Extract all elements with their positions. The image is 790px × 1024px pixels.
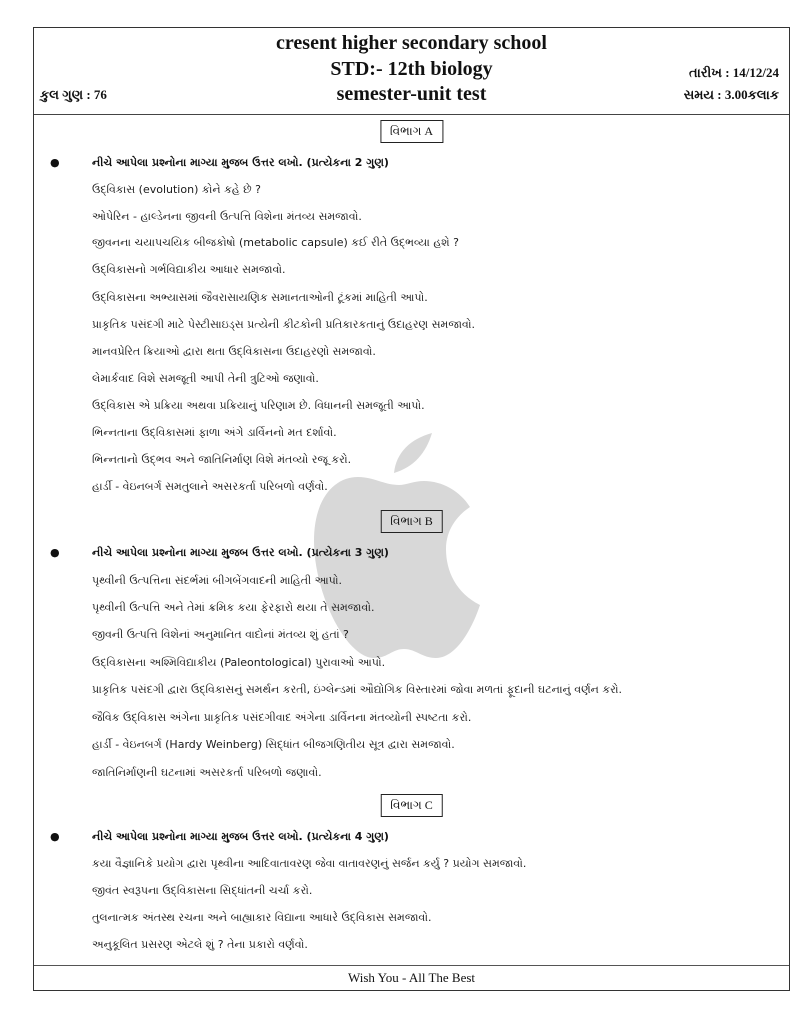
question-b-8: જાતિનિર્માણની ઘટનામાં અસરકર્તા પરિબળો જણાવો. [92, 766, 322, 779]
question-a-11: ભિન્નતાનો ઉદ્‌ભવ અને જાતિનિર્માણ વિશે મંતવ્યો રજૂ કરો. [92, 453, 352, 466]
exam-date: તારીખ : 14/12/24 [689, 65, 779, 80]
question-b-2: પૃથ્વીની ઉત્પત્તિ અને તેમાં ક્રમિક કયા ફેરફારો થયા તે સમજાવો. [92, 601, 375, 614]
question-b-5: પ્રાકૃતિક પસંદગી દ્વારા ઉદ્‌વિકાસનું સમર્થન કરતી, ઇંગ્લેન્ડમાં ઔદ્યોગિક વિસ્તારમાં જોવા મળતાં ફૂદાની ઘટનાનું વર્ણન કરો. [92, 683, 623, 696]
question-a-6: પ્રાકૃતિક પસંદગી માટે પેસ્ટીસાઇડ્સ પ્રત્યેની કીટકોની પ્રતિકારકતાનું ઉદાહરણ સમજાવો. [92, 318, 476, 331]
section-c-instruction: નીચે આપેલા પ્રશ્નોના માગ્યા મુજબ ઉત્તર લખો. (પ્રત્યેકના 4 ગુણ) [92, 830, 389, 843]
question-c-2: જીવંત સ્વરૂપના ઉદ્‌વિકાસના સિદ્ધાંતની ચર્ચા કરો. [92, 884, 313, 897]
question-a-12: હાર્ડી - વેઇનબર્ગ સમતુલાને અસરકર્તા પરિબળો વર્ણવો. [92, 480, 328, 493]
school-name: cresent higher secondary school [276, 32, 547, 54]
exam-paper [33, 27, 790, 991]
footer-wishes: Wish You - All The Best [34, 965, 789, 990]
question-a-1: ઉદ્‌વિકાસ (evolution) કોને કહે છે ? [92, 183, 261, 196]
question-b-1: પૃથ્વીની ઉત્પત્તિના સંદર્ભમાં બીગબેંગવાદની માહિતી આપો. [92, 574, 343, 587]
question-c-1: કયા વૈજ્ઞાનિકે પ્રયોગ દ્વારા પૃથ્વીના આદિવાતાવરણ જેવા વાતાવરણનું સર્જન કર્યુ ? પ્રયોગ સમજાવો. [92, 857, 527, 870]
section-b-bullet: ● [50, 546, 60, 559]
question-b-7: હાર્ડી - વેઇનબર્ગ (Hardy Weinberg) સિદ્ધાંત બીજગણિતીય સૂત્ર દ્વારા સમજાવો. [92, 738, 455, 751]
section-b-instruction: નીચે આપેલા પ્રશ્નોના માગ્યા મુજબ ઉત્તર લખો. (પ્રત્યેકના 3 ગુણ) [92, 546, 389, 559]
question-a-7: માનવપ્રેરિત ક્રિયાઓ દ્વારા થતા ઉદ્‌વિકાસના ઉદાહરણો સમજાવો. [92, 345, 376, 358]
total-marks: કુલ ગુણ : 76 [40, 87, 107, 102]
question-c-3: તુલનાત્મક અંતસ્થ રચના અને બાહ્યાકાર વિદ્યાના આધારે ઉદ્‌વિકાસ સમજાવો. [92, 911, 432, 924]
question-a-4: ઉદ્‌વિકાસનો ગર્ભવિદ્યાકીય આધાર સમજાવો. [92, 263, 286, 276]
exam-time: સમય : 3.00કલાક [683, 87, 779, 102]
question-a-9: ઉદ્‌વિકાસ એ પ્રક્રિયા અથવા પ્રક્રિયાનું પરિણામ છે. વિધાનની સમજૂતી આપો. [92, 399, 425, 412]
question-b-4: ઉદ્‌વિકાસના અશ્મિવિદ્યાકીય (Paleontological) પુરાવાઓ આપો. [92, 656, 386, 669]
question-a-10: ભિન્નતાના ઉદ્‌વિકાસમાં ફાળા અંગે ડાર્વિનનો મત દર્શાવો. [92, 426, 337, 439]
section-a-instruction: નીચે આપેલા પ્રશ્નોના માગ્યા મુજબ ઉત્તર લખો. (પ્રત્યેકના 2 ગુણ) [92, 156, 389, 169]
question-b-3: જીવની ઉત્પત્તિ વિશેનાં અનુમાનિત વાદોનાં મંતવ્ય શું હતાં ? [92, 628, 349, 641]
question-a-5: ઉદ્‌વિકાસના અભ્યાસમાં જૈવરાસાયણિક સમાનતાઓની ટૂંકમાં માહિતી આપો. [92, 291, 428, 304]
test-title: semester-unit test [336, 83, 487, 105]
question-a-8: લેમાર્કવાદ વિશે સમજૂતી આપી તેની ત્રુટિઓ જણાવો. [92, 372, 319, 385]
paper-header [34, 28, 789, 115]
standard-subject: STD:- 12th biology [330, 58, 493, 80]
section-a-label: વિભાગ A [380, 120, 443, 143]
section-b-label: વિભાગ B [380, 510, 443, 533]
section-a-bullet: ● [50, 156, 60, 169]
question-a-3: જીવનના ચયાપચયિક બીજકોષો (metabolic capsule) કઈ રીતે ઉદ્‌ભવ્યા હશે ? [92, 236, 459, 249]
question-a-2: ઓપેરિન - હાલ્ડેનના જીવની ઉત્પત્તિ વિશેના મંતવ્ય સમજાવો. [92, 210, 362, 223]
question-b-6: જૈવિક ઉદ્‌વિકાસ અંગેના પ્રાકૃતિક પસંદગીવાદ અંગેના ડાર્વિનના મંતવ્યોની સ્પષ્ટતા કરો. [92, 711, 472, 724]
question-c-4: અનુકૂલિત પ્રસરણ એટલે શું ? તેના પ્રકારો વર્ણવો. [92, 938, 308, 951]
section-c-bullet: ● [50, 830, 60, 843]
section-c-label: વિભાગ C [380, 794, 443, 817]
